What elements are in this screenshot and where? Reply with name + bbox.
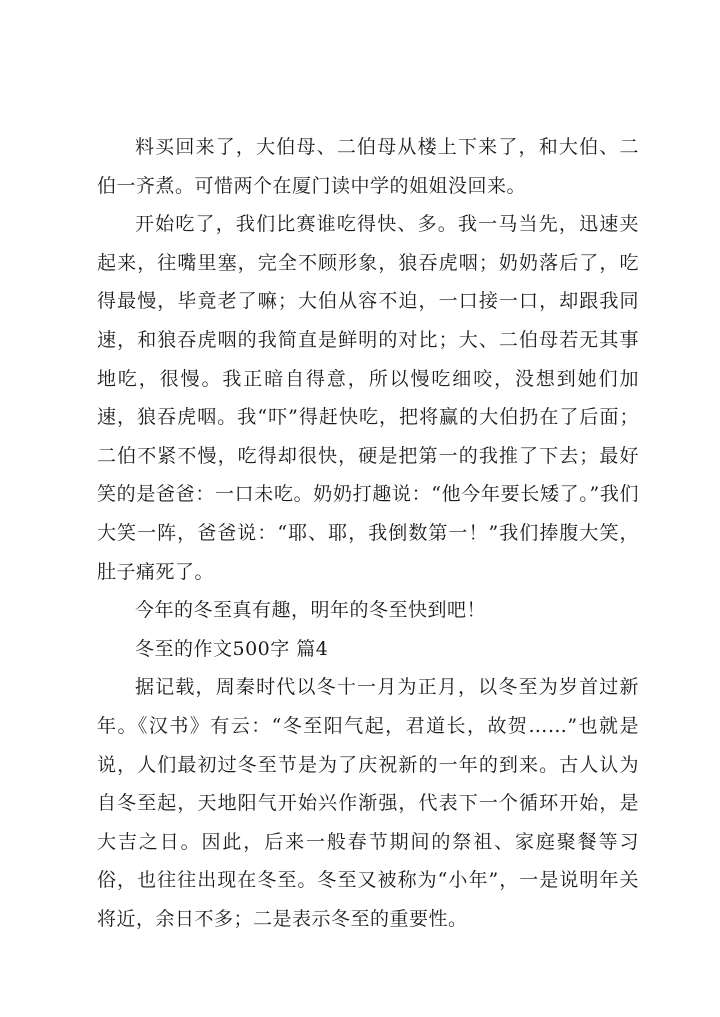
paragraph-1: 料买回来了，大伯母、二伯母从楼上下来了，和大伯、二伯一齐煮。可惜两个在厦门读中学的姐姐没回来。 [97,136,639,197]
paragraph-3: 今年的冬至真有趣，明年的冬至快到吧！ [135,599,487,622]
paragraph-2: 开始吃了，我们比赛谁吃得快、多。我一马当先，迅速夹起来，往嘴里塞，完全不顾形象，狼吞虎咽；奶奶落后了，吃得最慢，毕竟老了嘛；大伯从容不迫，一口接一口，却跟我同速，和狼吞虎咽的我简直是鲜明的对比；大、二伯母若无其事地吃，很慢。我正暗自得意，所以慢吃细咬，没想到她们加速，狼吞虎咽。我“吓”得赶快吃，把将赢的大伯扔在了后面；二伯不紧不慢，吃得却很快，硬是把第一的我推了下去；最好笑的是爸爸：一口未吃。奶奶打趣说：“他今年要长矮了。”我们大笑一阵，爸爸说：“耶、耶，我倒数第一！”我们捧腹大笑，肚子痛死了。 [97,213,639,583]
document-body [97,128,639,938]
paragraph-4: 据记载，周秦时代以冬十一月为正月，以冬至为岁首过新年。《汉书》有云：“冬至阳气起，君道长，故贺……”也就是说，人们最初过冬至节是为了庆祝新的一年的到来。古人认为自冬至起，天地阳气开始兴作渐强，代表下一个循环开始，是大吉之日。因此，后来一般春节期间的祭祖、家庭聚餐等习俗，也往往出现在冬至。冬至又被称为“小年”，一是说明年关将近，余日不多；二是表示冬至的重要性。 [97,676,639,930]
section-heading: 冬至的作文500字 篇4 [135,637,329,660]
